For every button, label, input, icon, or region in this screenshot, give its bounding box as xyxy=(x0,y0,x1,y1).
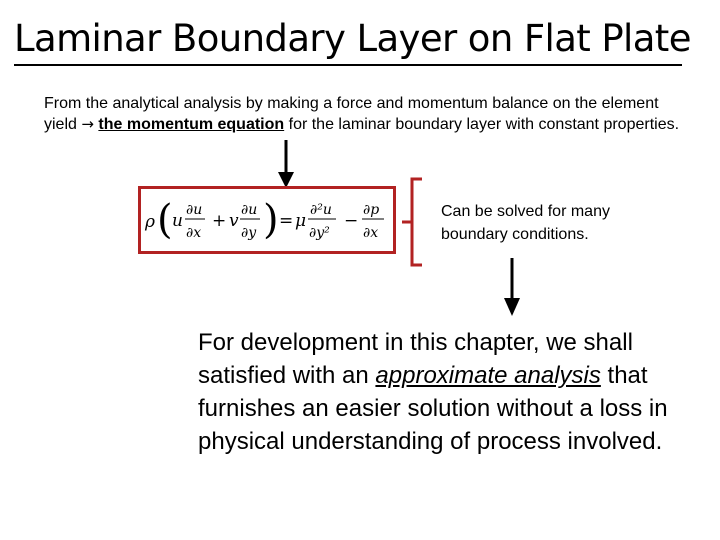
intro-tail: for the laminar boundary layer with constant properties. xyxy=(284,116,680,133)
title-underline xyxy=(14,64,682,66)
boundary-conditions-note: Can be solved for many boundary conditions. xyxy=(441,203,610,243)
conclusion-tail: that furnishes an easier solution without a loss in physical understanding of process involved. xyxy=(198,362,668,455)
du-numerator-2: ∂u xyxy=(241,202,258,218)
left-paren: ( xyxy=(157,197,173,243)
right-arrow-icon: → xyxy=(81,115,94,133)
momentum-equation xyxy=(141,189,393,251)
dx-denominator: ∂x xyxy=(186,225,202,241)
v-symbol: v xyxy=(229,211,239,231)
down-arrow-icon xyxy=(502,258,522,318)
red-bracket-icon xyxy=(400,176,426,268)
rho-symbol: ρ xyxy=(145,212,155,232)
plus-sign: + xyxy=(212,211,227,231)
dy-denominator: ∂y xyxy=(241,225,257,241)
momentum-equation-highlight: the momentum equation xyxy=(98,116,285,133)
d2u-numerator: ∂²u xyxy=(310,202,332,218)
minus-sign: − xyxy=(344,211,359,231)
slide-title: Laminar Boundary Layer on Flat Plate xyxy=(14,17,691,60)
dy2-denominator: ∂y² xyxy=(309,225,330,241)
du-numerator: ∂u xyxy=(186,202,203,218)
u-symbol: u xyxy=(172,211,183,231)
approximate-analysis-emphasis: approximate analysis xyxy=(375,362,601,389)
right-paren: ) xyxy=(263,197,279,243)
intro-paragraph xyxy=(44,94,684,135)
equals-sign: = xyxy=(279,211,294,231)
down-arrow-icon xyxy=(276,140,296,190)
mu-symbol: μ xyxy=(295,211,307,231)
dp-numerator: ∂p xyxy=(363,202,380,218)
conclusion-lead: For development in this chapter, we shall satisfied with an xyxy=(198,329,633,389)
dx-denominator-2: ∂x xyxy=(363,225,379,241)
conclusion-paragraph xyxy=(198,326,678,458)
momentum-equation-box xyxy=(138,186,396,254)
intro-lead: From the analytical analysis by making a force and momentum balance on the element yield xyxy=(44,95,659,133)
